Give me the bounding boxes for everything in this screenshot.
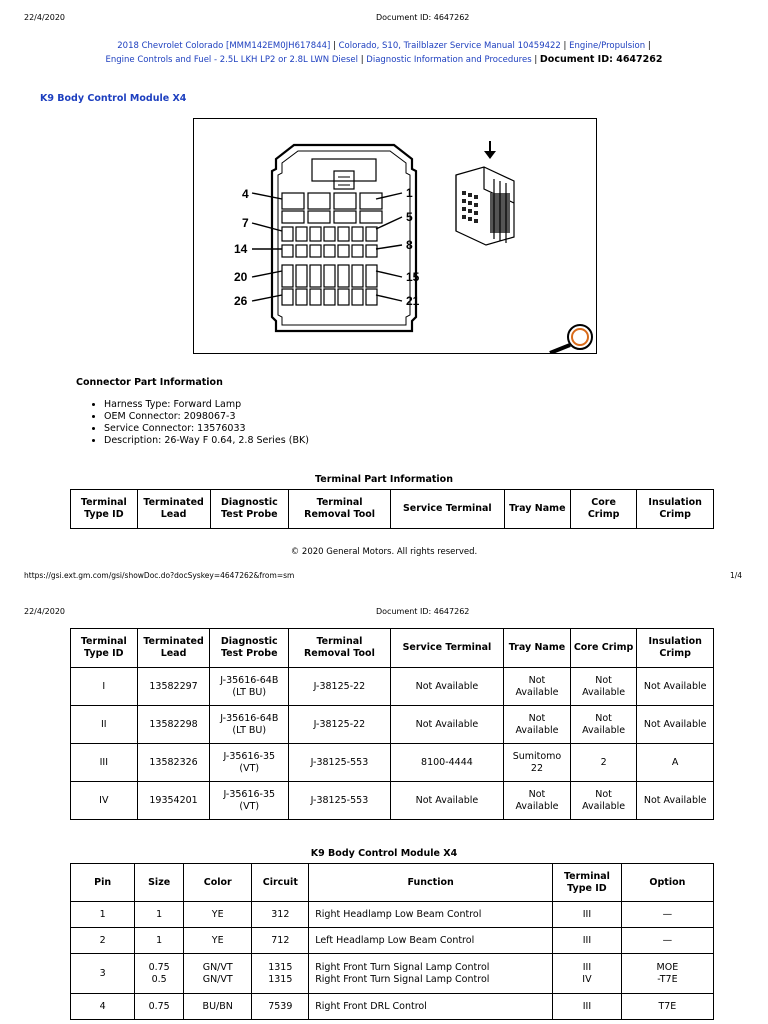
table-cell: Not Available <box>637 782 714 820</box>
column-header: Tray Name <box>504 490 570 529</box>
connector-diagram <box>194 119 596 353</box>
column-header: Size <box>135 864 184 902</box>
cell-line: GN/VT <box>202 961 233 973</box>
connector-info-heading: Connector Part Information <box>76 377 223 388</box>
table-row <box>71 706 714 744</box>
table-cell: Not Available <box>390 706 503 744</box>
table-cell <box>553 994 622 1020</box>
pin-label: 15 <box>406 270 420 284</box>
table-cell <box>135 954 184 994</box>
cell-line: III <box>582 1000 592 1012</box>
cell-line: Right Headlamp Low Beam Control <box>315 908 482 920</box>
print-doc-id: Document ID: 4647262 <box>376 607 470 616</box>
cell-line: — <box>662 934 673 946</box>
table-row <box>71 782 714 820</box>
pin-label: 7 <box>242 216 249 230</box>
column-header: Terminal Type ID <box>71 629 138 668</box>
table-cell: II <box>71 706 138 744</box>
cell-line: 712 <box>271 934 290 946</box>
breadcrumb-vehicle[interactable]: 2018 Chevrolet Colorado [MMM142EM0JH617844] <box>117 41 331 51</box>
breadcrumb <box>0 40 768 67</box>
table-cell: J-35616-64B (LT BU) <box>210 668 289 706</box>
print-doc-id: Document ID: 4647262 <box>376 13 470 22</box>
cell-line: Left Headlamp Low Beam Control <box>315 934 475 946</box>
column-header: Terminated Lead <box>137 629 210 668</box>
column-header: Terminal Type ID <box>553 864 622 902</box>
page-title: K9 Body Control Module X4 <box>40 93 187 104</box>
magnifier-icon[interactable] <box>550 325 592 353</box>
cell-line: 1315 <box>268 973 293 985</box>
table-row <box>71 994 714 1020</box>
column-header: Option <box>621 864 713 902</box>
page-url: https://gsi.ext.gm.com/gsi/showDoc.do?docSyskey=4647262&from=sm <box>24 571 295 580</box>
column-header: Insulation Crimp <box>637 629 714 668</box>
cell-line: 0.5 <box>151 973 167 985</box>
table-cell: Not Available <box>504 782 571 820</box>
table-cell <box>309 902 553 928</box>
table-cell <box>621 954 713 994</box>
table-cell: J-35616-35 (VT) <box>210 744 289 782</box>
pin-label: 5 <box>406 210 413 224</box>
table-cell <box>183 994 251 1020</box>
column-header: Service Terminal <box>390 629 503 668</box>
table-cell: Not Available <box>570 668 637 706</box>
table-row <box>71 902 714 928</box>
table-cell: Not Available <box>390 668 503 706</box>
table-cell: Not Available <box>504 706 571 744</box>
breadcrumb-separator: | <box>360 55 364 65</box>
cell-line: Right Front Turn Signal Lamp Control <box>315 973 490 985</box>
cell-line: Right Front DRL Control <box>315 1000 427 1012</box>
table-cell <box>183 954 251 994</box>
column-header: Pin <box>71 864 135 902</box>
breadcrumb-section[interactable]: Engine/Propulsion <box>569 41 646 51</box>
table-cell: III <box>71 744 138 782</box>
table-cell <box>71 902 135 928</box>
breadcrumb-separator: | <box>333 41 336 51</box>
list-item: • OEM Connector: 2098067-3 <box>104 411 309 423</box>
column-header: Core Crimp <box>570 629 637 668</box>
breadcrumb-document-id: Document ID: 4647262 <box>539 54 663 65</box>
column-header: Diagnostic Test Probe <box>210 490 289 529</box>
table-cell <box>252 928 309 954</box>
pin-label: 8 <box>406 238 413 252</box>
table-cell <box>309 928 553 954</box>
table-cell: A <box>637 744 714 782</box>
list-item: • Description: 26-Way F 0.64, 2.8 Series (BK) <box>104 435 309 447</box>
table-cell: Not Available <box>504 668 571 706</box>
cell-line: 0.75 <box>148 1000 170 1012</box>
table-cell <box>252 954 309 994</box>
table-cell: I <box>71 668 138 706</box>
table-cell <box>553 954 622 994</box>
cell-line: IV <box>582 973 592 985</box>
table-cell <box>183 902 251 928</box>
cell-line: 1 <box>156 908 163 920</box>
table-cell <box>71 954 135 994</box>
breadcrumb-separator: | <box>563 41 567 51</box>
breadcrumb-separator: | <box>647 41 651 51</box>
down-arrow-icon <box>484 141 496 159</box>
pin-table-caption: K9 Body Control Module X4 <box>310 848 458 859</box>
column-header: Insulation Crimp <box>637 490 714 529</box>
table-cell <box>252 994 309 1020</box>
cell-line: 1 <box>99 908 106 920</box>
pin-label: 14 <box>234 242 248 256</box>
cell-line: MOE <box>656 961 679 973</box>
column-header: Terminal Removal Tool <box>289 490 391 529</box>
breadcrumb-manual[interactable]: Colorado, S10, Trailblazer Service Manual 10459422 <box>338 41 561 51</box>
table-cell <box>135 902 184 928</box>
copyright: © 2020 General Motors. All rights reserved. <box>290 547 478 557</box>
breadcrumb-topic[interactable]: Diagnostic Information and Procedures <box>366 55 532 65</box>
table-cell <box>71 994 135 1020</box>
cell-line: 1 <box>156 934 163 946</box>
cell-line: 4 <box>99 1000 106 1012</box>
column-header: Circuit <box>252 864 309 902</box>
cell-line: GN/VT <box>202 973 233 985</box>
pin-label: 4 <box>242 187 249 201</box>
table-cell <box>71 928 135 954</box>
pin-label: 1 <box>406 186 413 200</box>
table-cell: 2 <box>570 744 637 782</box>
table-cell: J-38125-22 <box>289 668 391 706</box>
page-number: 1/4 <box>730 571 743 580</box>
table-cell: IV <box>71 782 138 820</box>
table-cell <box>309 994 553 1020</box>
table-cell: J-38125-553 <box>289 782 391 820</box>
cell-line: 1315 <box>268 961 293 973</box>
table-cell <box>553 928 622 954</box>
pin-table <box>70 863 714 1020</box>
table-row <box>71 954 714 994</box>
table-cell <box>309 954 553 994</box>
cell-line: III <box>582 934 592 946</box>
list-item: • Harness Type: Forward Lamp <box>104 399 309 411</box>
table-cell: Not Available <box>637 668 714 706</box>
table-cell: 13582326 <box>137 744 210 782</box>
print-date: 22/4/2020 <box>24 607 66 616</box>
terminal-table <box>70 628 714 820</box>
table-cell <box>252 902 309 928</box>
cell-line: T7E <box>658 1000 677 1012</box>
table-row <box>71 744 714 782</box>
column-header: Core Crimp <box>570 490 636 529</box>
breadcrumb-subsection[interactable]: Engine Controls and Fuel - 2.5L LKH LP2 or 2.8L LWN Diesel <box>105 55 359 65</box>
connector-info-list <box>90 399 309 447</box>
table-cell: J-35616-64B (LT BU) <box>210 706 289 744</box>
table-cell: 13582297 <box>137 668 210 706</box>
connector-figure <box>193 118 597 354</box>
pin-label: 20 <box>234 270 248 284</box>
cell-line: 3 <box>99 967 106 979</box>
table-cell <box>621 928 713 954</box>
cell-line: 7539 <box>268 1000 293 1012</box>
cell-line: -T7E <box>657 973 678 985</box>
table-row <box>71 668 714 706</box>
table-cell: J-35616-35 (VT) <box>210 782 289 820</box>
cell-line: III <box>582 961 592 973</box>
table-cell <box>621 994 713 1020</box>
cell-line: 312 <box>271 908 290 920</box>
cell-line: — <box>662 908 673 920</box>
column-header: Terminal Removal Tool <box>289 629 391 668</box>
table-cell: J-38125-553 <box>289 744 391 782</box>
cell-line: 2 <box>99 934 106 946</box>
cell-line: Right Front Turn Signal Lamp Control <box>315 961 490 973</box>
table-cell: 19354201 <box>137 782 210 820</box>
list-item: • Service Connector: 13576033 <box>104 423 309 435</box>
cell-line: YE <box>211 934 224 946</box>
table-cell: Sumitomo 22 <box>504 744 571 782</box>
column-header: Tray Name <box>504 629 571 668</box>
print-date: 22/4/2020 <box>24 13 66 22</box>
cell-line: BU/BN <box>202 1000 233 1012</box>
column-header: Terminated Lead <box>137 490 210 529</box>
column-header: Terminal Type ID <box>71 490 138 529</box>
table-cell: 8100-4444 <box>390 744 503 782</box>
table-cell <box>135 994 184 1020</box>
pin-label: 21 <box>406 294 420 308</box>
table-cell: Not Available <box>390 782 503 820</box>
table-cell: J-38125-22 <box>289 706 391 744</box>
table-cell: Not Available <box>570 706 637 744</box>
table-cell: Not Available <box>570 782 637 820</box>
column-header: Function <box>309 864 553 902</box>
table-cell <box>553 902 622 928</box>
table-cell: 13582298 <box>137 706 210 744</box>
connector-3d-view <box>456 167 514 245</box>
column-header: Service Terminal <box>391 490 505 529</box>
table-cell <box>135 928 184 954</box>
terminal-table-header-only <box>70 489 714 529</box>
cell-line: YE <box>211 908 224 920</box>
table-row <box>71 928 714 954</box>
terminal-table-caption: Terminal Part Information <box>315 474 453 485</box>
table-cell: Not Available <box>637 706 714 744</box>
table-cell <box>621 902 713 928</box>
column-header: Diagnostic Test Probe <box>210 629 289 668</box>
table-cell <box>183 928 251 954</box>
pin-label: 26 <box>234 294 248 308</box>
breadcrumb-separator: | <box>534 55 538 65</box>
cell-line: 0.75 <box>148 961 170 973</box>
cell-line: III <box>582 908 592 920</box>
column-header: Color <box>183 864 251 902</box>
